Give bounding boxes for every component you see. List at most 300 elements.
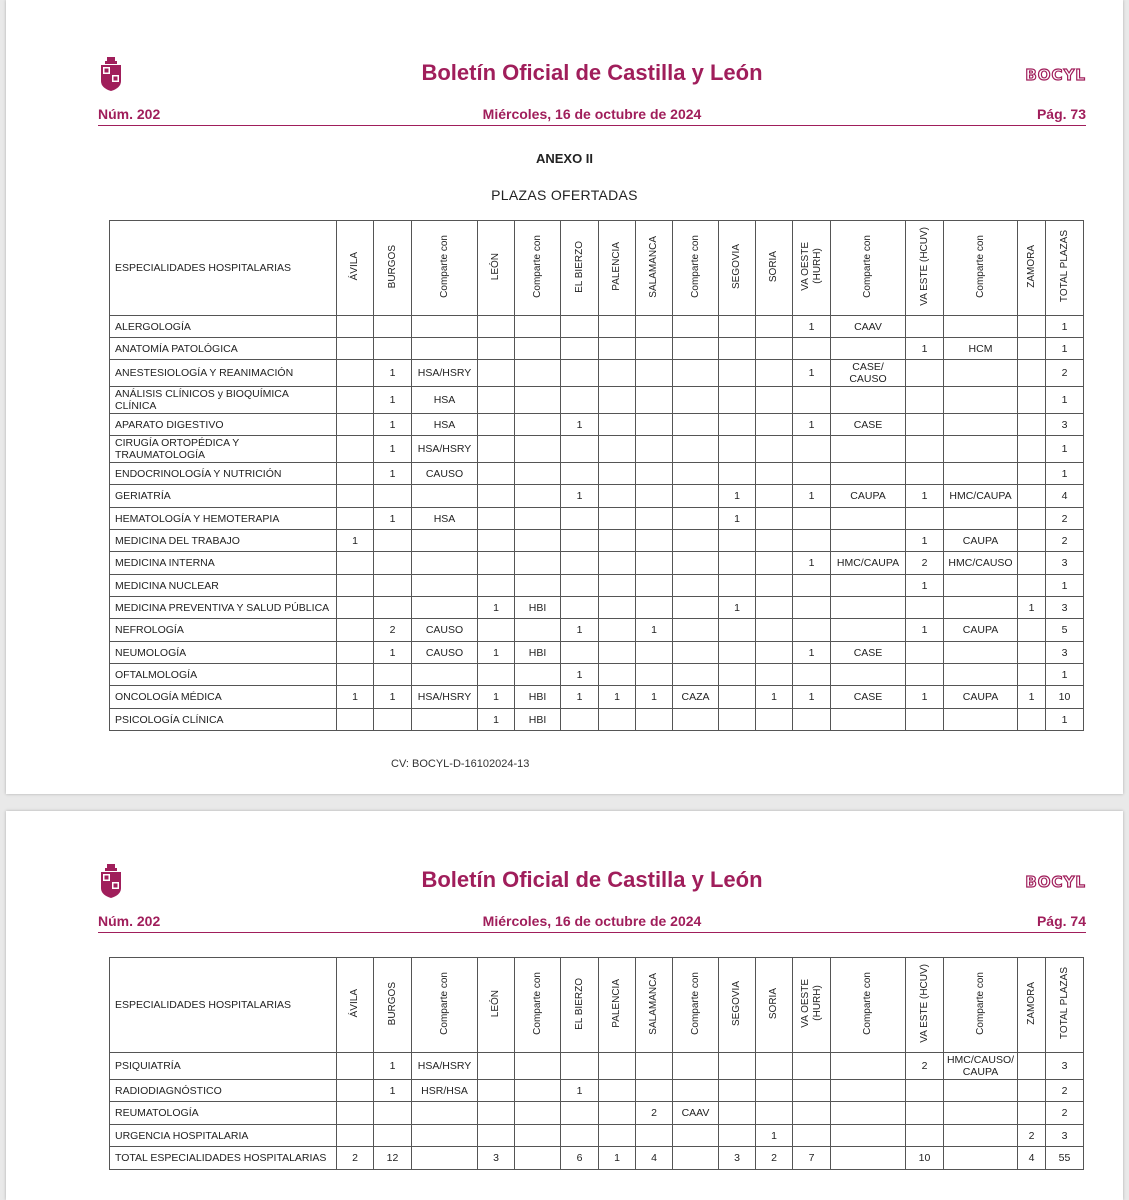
column-header-label: VA OESTE (HURH): [799, 242, 823, 291]
cell-comparte-salamanca: [673, 414, 719, 436]
cell-comparte-leon: [515, 1080, 561, 1102]
cell-comparte-va-oeste: HMC/CAUPA: [831, 552, 906, 575]
cell-comparte-va-este: CAUPA: [944, 619, 1018, 642]
table-row: [110, 619, 1084, 642]
column-header-comparte-salamanca: [673, 958, 719, 1053]
cell-soria: [756, 619, 793, 642]
cell-comparte-va-oeste: [831, 664, 906, 686]
column-header-label: ÁVILA: [349, 989, 360, 1018]
cell-comparte-leon: [515, 530, 561, 552]
cell-comparte-salamanca: CAAV: [673, 1102, 719, 1125]
column-header-label: Comparte con: [438, 972, 450, 1035]
cell-va-este: [906, 1125, 944, 1147]
column-header-label: VA ESTE (HCUV): [918, 227, 930, 306]
cell-avila: [337, 338, 374, 360]
cell-leon: [478, 1053, 515, 1080]
cell-comparte-leon: [515, 1102, 561, 1125]
column-header-avila: [337, 958, 374, 1053]
cell-el-bierzo: [561, 1053, 599, 1080]
cell-comparte-va-este: [944, 575, 1018, 597]
cell-zamora: 2: [1018, 1125, 1046, 1147]
cell-el-bierzo: [561, 463, 599, 485]
column-header-label: SEGOVIA: [731, 980, 742, 1026]
cell-va-oeste: 1: [793, 552, 831, 575]
cell-avila: [337, 1125, 374, 1147]
cell-segovia: [719, 664, 756, 686]
cell-comparte-va-oeste: [831, 338, 906, 360]
cell-va-oeste: [793, 664, 831, 686]
specialty-name: ENDOCRINOLOGÍA Y NUTRICIÓN: [110, 463, 337, 485]
cell-palencia: [599, 552, 636, 575]
specialty-name: OFTALMOLOGÍA: [110, 664, 337, 686]
cell-palencia: [599, 1080, 636, 1102]
cell-va-este: 2: [906, 552, 944, 575]
cell-zamora: [1018, 575, 1046, 597]
cell-comparte-va-oeste: CAUPA: [831, 485, 906, 508]
cell-el-bierzo: [561, 360, 599, 387]
cell-soria: 2: [756, 1147, 793, 1170]
cell-segovia: [719, 463, 756, 485]
specialty-name: GERIATRÍA: [110, 485, 337, 508]
cell-soria: [756, 316, 793, 338]
cell-soria: [756, 387, 793, 414]
specialty-name: MEDICINA INTERNA: [110, 552, 337, 575]
column-header-label: SORIA: [768, 250, 779, 283]
cell-comparte-va-este: [944, 508, 1018, 530]
table-row: [110, 1125, 1084, 1147]
cell-comparte-burgos: [412, 664, 478, 686]
cell-comparte-burgos: [412, 575, 478, 597]
cell-zamora: [1018, 642, 1046, 664]
cell-salamanca: [636, 552, 673, 575]
specialty-name: REUMATOLOGÍA: [110, 1102, 337, 1125]
cell-va-este: [906, 316, 944, 338]
cell-comparte-va-este: [944, 360, 1018, 387]
cell-va-este: 1: [906, 530, 944, 552]
cell-salamanca: [636, 709, 673, 731]
cell-comparte-salamanca: [673, 508, 719, 530]
column-header-avila: [337, 221, 374, 316]
cell-salamanca: [636, 485, 673, 508]
cell-total-plazas: 10: [1046, 686, 1084, 709]
cell-va-oeste: [793, 619, 831, 642]
bulletin-header: [98, 807, 1086, 937]
cell-comparte-burgos: HSA/HSRY: [412, 360, 478, 387]
cell-va-este: 1: [906, 575, 944, 597]
cell-salamanca: [636, 1125, 673, 1147]
table-row: [110, 1053, 1084, 1080]
cell-total-plazas: 3: [1046, 552, 1084, 575]
cell-palencia: [599, 597, 636, 619]
column-header-label: ZAMORA: [1025, 245, 1037, 288]
cell-salamanca: [636, 316, 673, 338]
cell-palencia: [599, 1053, 636, 1080]
cell-salamanca: [636, 338, 673, 360]
cell-va-oeste: [793, 436, 831, 463]
table-row: [110, 1147, 1084, 1170]
cell-va-oeste: [793, 1053, 831, 1080]
cell-comparte-salamanca: [673, 1147, 719, 1170]
cell-comparte-va-oeste: [831, 1102, 906, 1125]
cell-comparte-va-oeste: [831, 597, 906, 619]
cell-comparte-leon: [515, 575, 561, 597]
cell-segovia: [719, 1053, 756, 1080]
column-header-el-bierzo: [561, 221, 599, 316]
cell-va-oeste: [793, 575, 831, 597]
cell-total-plazas: 55: [1046, 1147, 1084, 1170]
cell-comparte-leon: [515, 414, 561, 436]
cell-el-bierzo: [561, 597, 599, 619]
specialty-name: ONCOLOGÍA MÉDICA: [110, 686, 337, 709]
column-header-label: Comparte con: [974, 235, 986, 298]
cell-segovia: [719, 1125, 756, 1147]
cell-leon: 3: [478, 1147, 515, 1170]
cell-leon: 1: [478, 709, 515, 731]
cell-el-bierzo: 1: [561, 619, 599, 642]
cell-segovia: [719, 414, 756, 436]
cell-va-este: [906, 1102, 944, 1125]
cell-palencia: [599, 619, 636, 642]
cell-comparte-burgos: HSA/HSRY: [412, 436, 478, 463]
specialty-name: NEFROLOGÍA: [110, 619, 337, 642]
cell-va-oeste: [793, 709, 831, 731]
cell-burgos: [374, 552, 412, 575]
cell-segovia: [719, 387, 756, 414]
cell-segovia: [719, 436, 756, 463]
cell-comparte-burgos: [412, 338, 478, 360]
cell-avila: [337, 1102, 374, 1125]
issue-date: Miércoles, 16 de octubre de 2024: [482, 913, 702, 929]
cell-comparte-salamanca: [673, 664, 719, 686]
cell-burgos: 1: [374, 686, 412, 709]
cell-comparte-leon: [515, 1125, 561, 1147]
cell-comparte-va-oeste: [831, 575, 906, 597]
bocyl-logo: BOCYL: [1025, 66, 1086, 84]
cell-burgos: 1: [374, 436, 412, 463]
cell-zamora: [1018, 1053, 1046, 1080]
cell-avila: [337, 436, 374, 463]
specialty-name: APARATO DIGESTIVO: [110, 414, 337, 436]
cell-total-plazas: 2: [1046, 530, 1084, 552]
specialty-name: HEMATOLOGÍA Y HEMOTERAPIA: [110, 508, 337, 530]
cell-comparte-burgos: [412, 552, 478, 575]
cell-leon: [478, 575, 515, 597]
cell-comparte-va-oeste: CASE/ CAUSO: [831, 360, 906, 387]
header-rule: [98, 125, 1086, 126]
column-header-salamanca: [636, 221, 673, 316]
cell-comparte-salamanca: [673, 530, 719, 552]
cell-zamora: [1018, 316, 1046, 338]
cell-comparte-salamanca: [673, 360, 719, 387]
specialty-name: URGENCIA HOSPITALARIA: [110, 1125, 337, 1147]
cell-burgos: 1: [374, 1080, 412, 1102]
table-row: [110, 530, 1084, 552]
cell-el-bierzo: [561, 1102, 599, 1125]
cell-comparte-va-oeste: CASE: [831, 414, 906, 436]
cell-salamanca: 2: [636, 1102, 673, 1125]
cell-burgos: 1: [374, 1053, 412, 1080]
cell-el-bierzo: [561, 1125, 599, 1147]
cell-comparte-leon: [515, 552, 561, 575]
cell-comparte-burgos: HSA/HSRY: [412, 686, 478, 709]
table-row: [110, 552, 1084, 575]
cell-comparte-va-este: HMC/CAUSO: [944, 552, 1018, 575]
column-header-comparte-va-oeste: [831, 958, 906, 1053]
column-header-label: ÁVILA: [349, 252, 360, 281]
cell-palencia: [599, 436, 636, 463]
cell-comparte-salamanca: [673, 387, 719, 414]
column-header-va-oeste: [793, 958, 831, 1053]
cell-comparte-salamanca: [673, 1125, 719, 1147]
cell-zamora: [1018, 709, 1046, 731]
cell-zamora: [1018, 619, 1046, 642]
column-header-label: BURGOS: [386, 244, 398, 289]
cell-soria: [756, 664, 793, 686]
table-row: [110, 360, 1084, 387]
cell-comparte-va-oeste: [831, 1053, 906, 1080]
cell-zamora: [1018, 463, 1046, 485]
cell-leon: [478, 1102, 515, 1125]
cell-total-plazas: 5: [1046, 619, 1084, 642]
cell-leon: [478, 414, 515, 436]
table-row: [110, 463, 1084, 485]
cell-salamanca: [636, 664, 673, 686]
cell-el-bierzo: [561, 552, 599, 575]
page-number: Pág. 73: [1036, 106, 1086, 122]
cell-salamanca: 1: [636, 619, 673, 642]
cell-soria: [756, 642, 793, 664]
cell-soria: [756, 530, 793, 552]
cell-avila: 1: [337, 686, 374, 709]
cell-soria: [756, 1102, 793, 1125]
cell-total-plazas: 3: [1046, 597, 1084, 619]
cell-segovia: 1: [719, 508, 756, 530]
cell-leon: [478, 508, 515, 530]
cell-palencia: [599, 664, 636, 686]
cell-comparte-salamanca: [673, 552, 719, 575]
header-rule: [98, 932, 1086, 933]
bulletin-page-74: [6, 811, 1123, 1200]
column-header-zamora: [1018, 221, 1046, 316]
cell-avila: [337, 709, 374, 731]
cell-soria: [756, 552, 793, 575]
column-header-leon: [478, 221, 515, 316]
cell-palencia: [599, 508, 636, 530]
cell-zamora: [1018, 552, 1046, 575]
cell-total-plazas: 2: [1046, 1080, 1084, 1102]
table-header-row: [110, 221, 1084, 316]
table-header-row: [110, 958, 1084, 1053]
cell-leon: 1: [478, 597, 515, 619]
cell-zamora: [1018, 360, 1046, 387]
cell-avila: [337, 664, 374, 686]
cell-zamora: [1018, 338, 1046, 360]
cell-total-plazas: 3: [1046, 1125, 1084, 1147]
table-row: [110, 575, 1084, 597]
cell-segovia: [719, 642, 756, 664]
cell-segovia: [719, 709, 756, 731]
cell-burgos: 1: [374, 508, 412, 530]
cell-burgos: 1: [374, 414, 412, 436]
cell-comparte-leon: [515, 316, 561, 338]
cell-va-este: [906, 664, 944, 686]
cell-el-bierzo: 1: [561, 686, 599, 709]
column-header-label: Comparte con: [862, 972, 873, 1035]
cell-segovia: [719, 1080, 756, 1102]
cell-burgos: 1: [374, 360, 412, 387]
column-header-label: Comparte con: [862, 235, 873, 298]
column-header-label: Comparte con: [974, 972, 986, 1035]
cell-comparte-va-este: CAUPA: [944, 686, 1018, 709]
table-row: [110, 686, 1084, 709]
cell-comparte-burgos: HSA: [412, 414, 478, 436]
cell-total-plazas: 2: [1046, 508, 1084, 530]
cell-total-plazas: 1: [1046, 387, 1084, 414]
cell-leon: [478, 338, 515, 360]
column-header-label: Comparte con: [531, 972, 543, 1035]
cell-el-bierzo: [561, 316, 599, 338]
table-row: [110, 436, 1084, 463]
cell-salamanca: 1: [636, 686, 673, 709]
cell-comparte-va-oeste: [831, 709, 906, 731]
cell-comparte-salamanca: CAZA: [673, 686, 719, 709]
cell-comparte-va-este: [944, 1147, 1018, 1170]
column-header-label: LEÓN: [490, 252, 501, 281]
cell-leon: [478, 485, 515, 508]
cell-avila: 2: [337, 1147, 374, 1170]
cell-comparte-va-oeste: [831, 436, 906, 463]
table-row: [110, 664, 1084, 686]
cell-va-oeste: 1: [793, 360, 831, 387]
cv-code: CV: BOCYL-D-16102024-13: [391, 758, 530, 770]
cell-avila: [337, 1053, 374, 1080]
cell-salamanca: [636, 360, 673, 387]
cell-comparte-leon: [515, 436, 561, 463]
cell-comparte-salamanca: [673, 575, 719, 597]
cell-comparte-va-este: [944, 387, 1018, 414]
cell-comparte-leon: HBI: [515, 642, 561, 664]
specialty-name: MEDICINA DEL TRABAJO: [110, 530, 337, 552]
specialty-name: TOTAL ESPECIALIDADES HOSPITALARIAS: [110, 1147, 337, 1170]
cell-comparte-leon: [515, 338, 561, 360]
cell-salamanca: [636, 436, 673, 463]
column-header-label: EL BIERZO: [573, 240, 585, 293]
cell-comparte-salamanca: [673, 597, 719, 619]
cell-avila: [337, 508, 374, 530]
column-header-salamanca: [636, 958, 673, 1053]
cell-va-este: 1: [906, 619, 944, 642]
column-header-burgos: [374, 958, 412, 1053]
cell-salamanca: [636, 387, 673, 414]
column-header-comparte-va-oeste: [831, 221, 906, 316]
column-header-label: SALAMANCA: [648, 235, 659, 298]
cell-va-oeste: [793, 508, 831, 530]
cell-soria: [756, 338, 793, 360]
cell-total-plazas: 1: [1046, 463, 1084, 485]
cell-comparte-leon: [515, 387, 561, 414]
specialty-name: CIRUGÍA ORTOPÉDICA Y TRAUMATOLOGÍA: [110, 436, 337, 463]
cell-va-oeste: [793, 338, 831, 360]
cell-palencia: [599, 316, 636, 338]
cell-leon: [478, 619, 515, 642]
column-header-zamora: [1018, 958, 1046, 1053]
cell-el-bierzo: [561, 709, 599, 731]
cell-comparte-leon: [515, 508, 561, 530]
specialty-name: MEDICINA NUCLEAR: [110, 575, 337, 597]
cell-palencia: [599, 1102, 636, 1125]
cell-segovia: 1: [719, 597, 756, 619]
cell-salamanca: [636, 1053, 673, 1080]
cell-zamora: [1018, 1080, 1046, 1102]
column-header-label: BURGOS: [386, 981, 398, 1026]
column-header-label: TOTAL PLAZAS: [1058, 230, 1070, 303]
cell-va-este: 1: [906, 686, 944, 709]
table-row: [110, 1080, 1084, 1102]
cell-salamanca: [636, 508, 673, 530]
cell-salamanca: 4: [636, 1147, 673, 1170]
cell-comparte-va-oeste: CASE: [831, 686, 906, 709]
cell-leon: [478, 1080, 515, 1102]
column-header-label: VA ESTE (HCUV): [918, 964, 930, 1043]
cell-el-bierzo: [561, 436, 599, 463]
cell-comparte-leon: HBI: [515, 686, 561, 709]
cell-comparte-leon: [515, 619, 561, 642]
cell-comparte-salamanca: [673, 1080, 719, 1102]
column-header-palencia: [599, 221, 636, 316]
cell-va-este: 10: [906, 1147, 944, 1170]
cell-soria: [756, 709, 793, 731]
cell-burgos: [374, 1102, 412, 1125]
issue-date: Miércoles, 16 de octubre de 2024: [482, 106, 702, 122]
cell-palencia: [599, 360, 636, 387]
cell-burgos: 1: [374, 463, 412, 485]
cell-palencia: 1: [599, 686, 636, 709]
cell-total-plazas: 1: [1046, 709, 1084, 731]
column-header-label: ESPECIALIDADES HOSPITALARIAS: [115, 262, 292, 274]
table-row: [110, 1102, 1084, 1125]
cell-palencia: [599, 485, 636, 508]
cell-comparte-va-este: [944, 436, 1018, 463]
cell-va-este: [906, 436, 944, 463]
cell-palencia: [599, 642, 636, 664]
table-row: [110, 642, 1084, 664]
column-header-label: Comparte con: [531, 235, 543, 298]
cell-leon: [478, 463, 515, 485]
cell-comparte-va-este: [944, 316, 1018, 338]
cell-avila: 1: [337, 530, 374, 552]
column-header-segovia: [719, 221, 756, 316]
cell-total-plazas: 4: [1046, 485, 1084, 508]
column-header-label: TOTAL PLAZAS: [1058, 967, 1070, 1040]
column-header-especialidad: [110, 958, 337, 1053]
cell-segovia: [719, 552, 756, 575]
column-header-comparte-leon: [515, 958, 561, 1053]
bocyl-logo: BOCYL: [1025, 873, 1086, 891]
cell-burgos: [374, 709, 412, 731]
table-row: [110, 338, 1084, 360]
cell-burgos: 12: [374, 1147, 412, 1170]
cell-total-plazas: 3: [1046, 1053, 1084, 1080]
cell-va-este: [906, 597, 944, 619]
cell-burgos: [374, 338, 412, 360]
cell-comparte-leon: HBI: [515, 597, 561, 619]
cell-salamanca: [636, 414, 673, 436]
issue-number: Núm. 202: [98, 913, 161, 929]
cell-soria: [756, 414, 793, 436]
cell-va-oeste: 7: [793, 1147, 831, 1170]
cell-burgos: [374, 485, 412, 508]
cell-comparte-va-este: HMC/CAUPA: [944, 485, 1018, 508]
